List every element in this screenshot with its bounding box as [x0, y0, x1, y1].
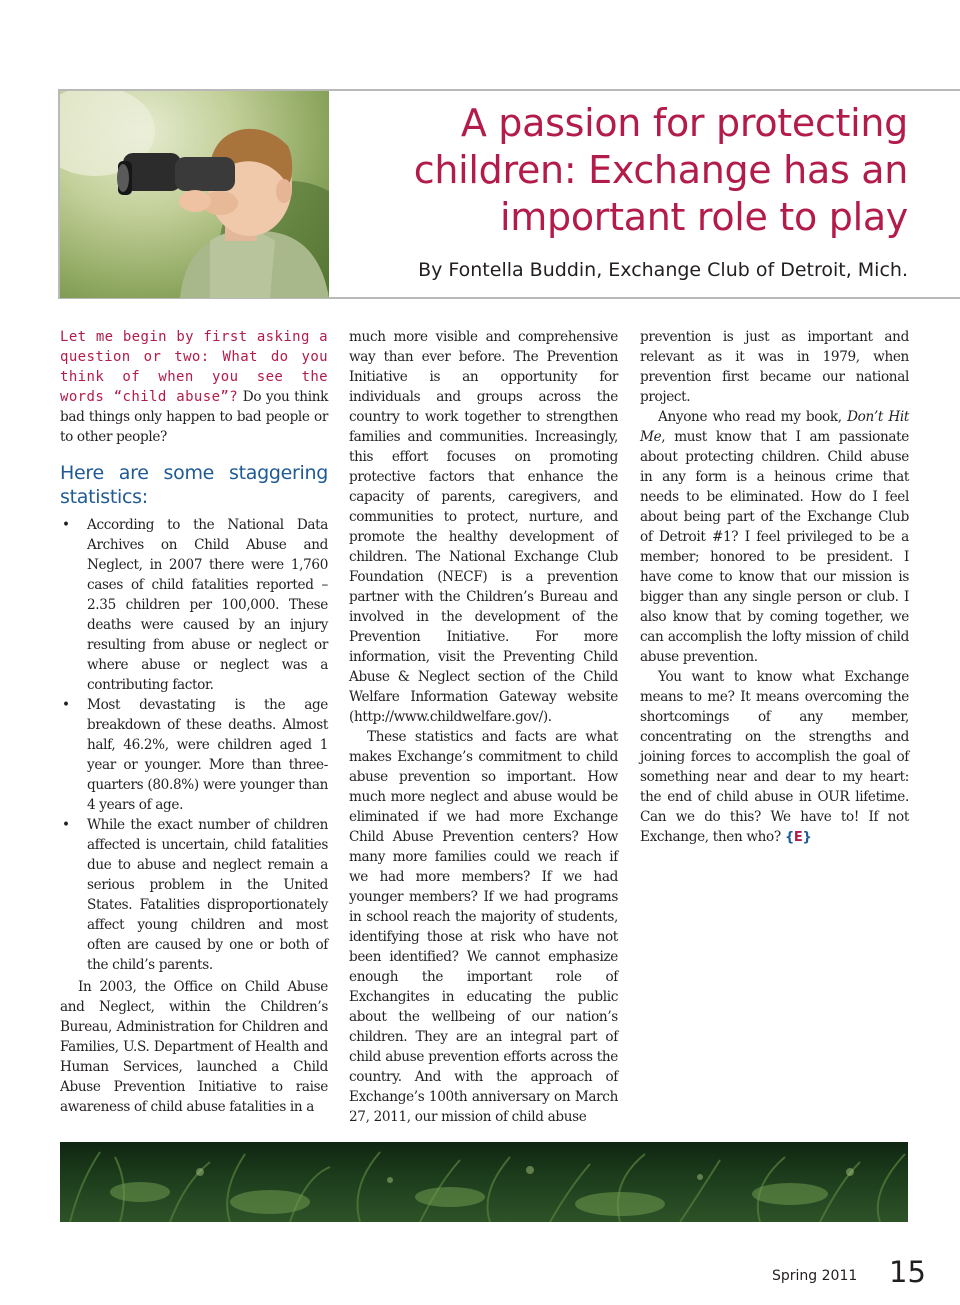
lead-rest: Do you think bad things only happen to bad people or to other people?	[60, 389, 328, 445]
column-1	[60, 327, 328, 1117]
article-paragraph: prevention is just as important and relevant as it was in 1979, when prevention first became our national project.	[640, 329, 909, 405]
byline: By Fontella Buddin, Exchange Club of Detroit, Mich.	[418, 259, 908, 281]
grass-illustration	[60, 1142, 908, 1222]
end-mark-icon: {E}	[785, 830, 812, 845]
column-2	[349, 327, 618, 1127]
statistic-item: • According to the National Data Archives on Child Abuse and Neglect, in 2007 there were 1,760 cases of child fatalities reported – 2.35 children per 100,000. These deaths were caused by an injury resulting from abuse or neglect or where abuse or neglect was a contributing factor.	[60, 515, 328, 695]
statistics-list	[60, 515, 328, 975]
lead-paragraph	[60, 327, 328, 447]
issue-label: Spring 2011	[772, 1268, 858, 1284]
article-paragraph: You want to know what Exchange means to me? It means overcoming the shortcomings of any member, concentrating on the strengths and joining forces to accomplish the goal of something near and dear to my heart: the end of child abuse in OUR lifetime. Can we do this? We have to! If not Exchange, then who? {E}	[640, 669, 910, 845]
article-paragraph: much more visible and comprehensive way than ever before. The Prevention Initiative is an opportunity for individuals and groups across the country to work together to strengthen families and communities. Increasingly, this effort focuses on promoting protective factors that enhance the capacity of parents, caregivers, and communities to protect, nurture, and promote the healthy development of children. The National Exchange Club Foundation (NECF) is a prevention partner with the Children’s Bureau and involved in the development of the Prevention Initiative. For more information, visit the Preventing Child Abuse & Neglect section of the Child Welfare Information Gateway website (http://www.childwelfare.gov/).	[349, 329, 618, 725]
statistics-subhead: Here are some staggering statistics:	[60, 462, 328, 508]
statistic-item: • Most devastating is the age breakdown of these deaths. Almost half, 46.2%, were children aged 1 year or younger. More than three-quarters (80.8%) were younger than 4 years of age.	[60, 695, 328, 815]
article-paragraph: Anyone who read my book, Don’t Hit Me, must know that I am passionate about protecting children. Child abuse in any form is a heinous crime that needs to be eliminated. How do I feel about being part of the Exchange Club of Detroit #1? I feel privileged to be a member; honored to be president. I have come to know that our mission is bigger than any single person or club. I also know that by coming together, we can accomplish the lofty mission of child abuse prevention.	[640, 409, 909, 665]
footer-photo	[60, 1142, 908, 1222]
page-number: 15	[889, 1255, 926, 1289]
article-title: A passion for protecting children: Exchange has an important role to play	[413, 101, 908, 239]
header-photo	[60, 91, 329, 298]
paragraph-1: In 2003, the Office on Child Abuse and Neglect, within the Children’s Bureau, Administration for Children and Families, U.S. Department of Health and Human Services, launched a Child Abuse Prevention Initiative to raise awareness of child abuse fatalities in a	[60, 979, 328, 1115]
column-3	[640, 327, 909, 848]
statistic-item: • While the exact number of children affected is uncertain, child fatalities due to abuse and neglect remain a serious problem in the United States. Fatalities disproportionately affect young children and most often are caused by one or both of the child’s parents.	[60, 815, 328, 975]
article-paragraph: These statistics and facts are what makes Exchange’s commitment to child abuse prevention so important. How much more neglect and abuse would be eliminated if we had more Exchange Child Abuse Prevention centers? How many more families could we reach if we had more members? If we had younger members? If we had programs in school reach the majority of students, identifying those at risk who have not been identified? We cannot emphasize enough the important role of Exchangites in educating the public about the wellbeing of our nation’s children. They are an integral part of child abuse prevention efforts across the country. And with the approach of Exchange’s 100th anniversary on March 27, 2011, our mission of child abuse	[349, 729, 618, 1125]
lead-question: Let me begin by first asking a question or two: What do you think of when you see the words “child abuse”?	[60, 329, 328, 405]
child-with-binoculars-illustration	[60, 91, 329, 298]
